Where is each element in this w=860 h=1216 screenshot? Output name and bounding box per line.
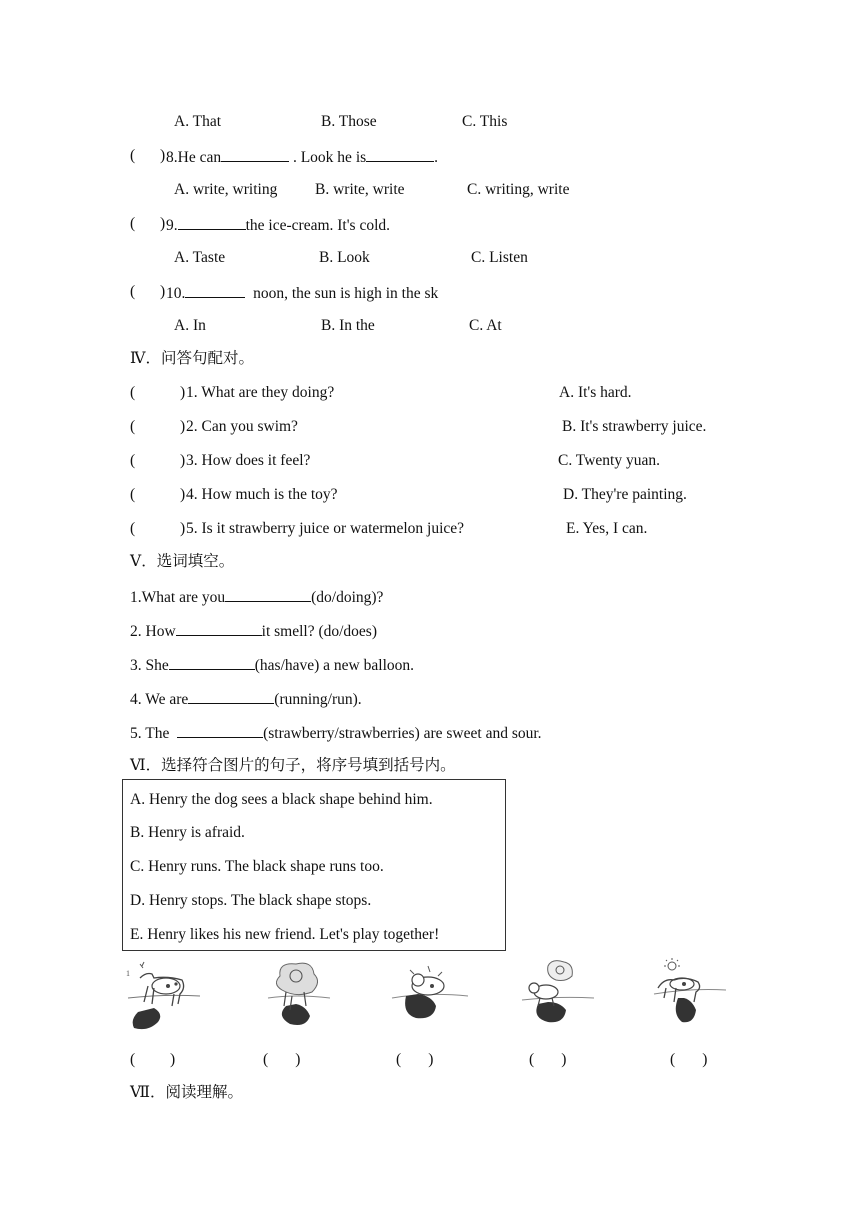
q8-close-paren: ) bbox=[160, 147, 166, 164]
q10-option-c: C. At bbox=[469, 317, 502, 334]
dog-picture-2 bbox=[256, 958, 340, 1032]
s6-sentence-c: C. Henry runs. The black shape runs too. bbox=[130, 858, 384, 875]
s6-sentence-d: D. Henry stops. The black shape stops. bbox=[130, 892, 372, 909]
q10-option-b: B. In the bbox=[321, 317, 375, 334]
q8-option-b: B. write, write bbox=[315, 181, 405, 198]
q9-option-a: A. Taste bbox=[174, 249, 226, 266]
q8-stem-end: . bbox=[434, 149, 439, 166]
q10-close-paren: ) bbox=[160, 283, 166, 300]
s5-item-hint: (strawberry/strawberries) are sweet and sour. bbox=[263, 725, 542, 742]
section-5-title: Ⅴ．选词填空。 bbox=[130, 553, 235, 570]
answer-blank bbox=[221, 146, 289, 162]
q8-stem-mid: . Look he is bbox=[289, 149, 367, 166]
q9-stem-end: the ice-cream. It's cold. bbox=[245, 217, 390, 234]
picture-5-answer-paren: ( ) bbox=[670, 1051, 708, 1068]
q10-open-paren: ( bbox=[130, 283, 136, 300]
s4-answer-a: A. It's hard. bbox=[559, 384, 632, 401]
s5-item-2 bbox=[130, 620, 377, 642]
section-6-title: Ⅵ．选择符合图片的句子，将序号填到括号内。 bbox=[130, 757, 456, 774]
s5-item-stem: 3. She bbox=[130, 657, 169, 674]
answer-blank bbox=[176, 620, 262, 636]
s4-open-paren: ( bbox=[130, 418, 136, 435]
q9-option-b: B. Look bbox=[319, 249, 370, 266]
q9-number: 9. bbox=[166, 217, 178, 234]
s5-item-hint: (do/doing)? bbox=[311, 589, 384, 606]
s4-question-1: 1. What are they doing? bbox=[186, 384, 335, 401]
s4-answer-d: D. They're painting. bbox=[563, 486, 687, 503]
picture-4-answer-paren: ( ) bbox=[529, 1051, 567, 1068]
picture-2-answer-paren: ( ) bbox=[263, 1051, 301, 1068]
q9-open-paren: ( bbox=[130, 215, 136, 232]
dog-picture-1 bbox=[124, 958, 204, 1032]
q8-open-paren: ( bbox=[130, 147, 136, 164]
s4-question-4: 4. How much is the toy? bbox=[186, 486, 338, 503]
picture-3-answer-paren: ( ) bbox=[396, 1051, 434, 1068]
q8-option-a: A. write, writing bbox=[174, 181, 278, 198]
s4-open-paren: ( bbox=[130, 384, 136, 401]
s5-item-stem: 2. How bbox=[130, 623, 176, 640]
s4-question-3: 3. How does it feel? bbox=[186, 452, 311, 469]
s5-item-4 bbox=[130, 688, 362, 710]
s5-item-1 bbox=[130, 586, 383, 608]
q7-option-c: C. This bbox=[462, 113, 508, 130]
q7-option-b: B. Those bbox=[321, 113, 377, 130]
s5-item-stem: 5. The bbox=[130, 725, 178, 742]
s6-sentence-e: E. Henry likes his new friend. Let's play together! bbox=[130, 926, 440, 943]
q8-question bbox=[166, 146, 438, 168]
answer-blank bbox=[225, 586, 311, 602]
s5-item-hint: (running/run). bbox=[274, 691, 362, 708]
s6-sentence-b: B. Henry is afraid. bbox=[130, 824, 245, 841]
s4-open-paren: ( bbox=[130, 520, 136, 537]
answer-blank bbox=[178, 214, 246, 230]
q9-close-paren: ) bbox=[160, 215, 166, 232]
s4-answer-e: E. Yes, I can. bbox=[566, 520, 648, 537]
s4-open-paren: ( bbox=[130, 486, 136, 503]
section-4-title: Ⅳ．问答句配对。 bbox=[130, 350, 254, 367]
q10-option-a: A. In bbox=[174, 317, 206, 334]
q10-number: 10. bbox=[166, 285, 186, 302]
s5-item-hint: it smell? (do/does) bbox=[261, 623, 378, 640]
answer-blank bbox=[188, 688, 274, 704]
answer-blank bbox=[169, 654, 255, 670]
s5-item-hint: (has/have) a new balloon. bbox=[254, 657, 414, 674]
s4-answer-c: C. Twenty yuan. bbox=[558, 452, 660, 469]
s4-question-5: 5. Is it strawberry juice or watermelon juice? bbox=[186, 520, 465, 537]
section-7-title: Ⅶ．阅读理解。 bbox=[130, 1084, 244, 1101]
dog-picture-5 bbox=[650, 958, 730, 1032]
s4-close-paren: ) bbox=[180, 520, 186, 537]
q9-option-c: C. Listen bbox=[471, 249, 528, 266]
q7-option-a: A. That bbox=[174, 113, 222, 130]
dog-picture-4 bbox=[518, 958, 598, 1032]
s4-question-2: 2. Can you swim? bbox=[186, 418, 298, 435]
s4-close-paren: ) bbox=[180, 418, 186, 435]
q8-option-c: C. writing, write bbox=[467, 181, 570, 198]
s4-close-paren: ) bbox=[180, 384, 186, 401]
picture-1-answer-paren: ( ) bbox=[130, 1051, 176, 1068]
s5-item-stem: 1.What are you bbox=[130, 589, 226, 606]
q10-stem-end: noon, the sun is high in the sk bbox=[245, 285, 439, 302]
svg-text:1: 1 bbox=[126, 969, 130, 978]
dog-picture-3 bbox=[388, 958, 472, 1032]
s6-sentence-a: A. Henry the dog sees a black shape behind him. bbox=[130, 791, 433, 808]
s4-close-paren: ) bbox=[180, 486, 186, 503]
s4-answer-b: B. It's strawberry juice. bbox=[562, 418, 707, 435]
answer-blank bbox=[366, 146, 434, 162]
answer-blank bbox=[177, 722, 263, 738]
answer-blank bbox=[185, 282, 245, 298]
s4-close-paren: ) bbox=[180, 452, 186, 469]
s5-item-stem: 4. We are bbox=[130, 691, 189, 708]
q8-stem-start: 8.He can bbox=[166, 149, 222, 166]
s5-item-3 bbox=[130, 654, 414, 676]
q10-question bbox=[166, 282, 438, 304]
s5-item-5 bbox=[130, 722, 542, 744]
s4-open-paren: ( bbox=[130, 452, 136, 469]
q9-question bbox=[166, 214, 390, 236]
